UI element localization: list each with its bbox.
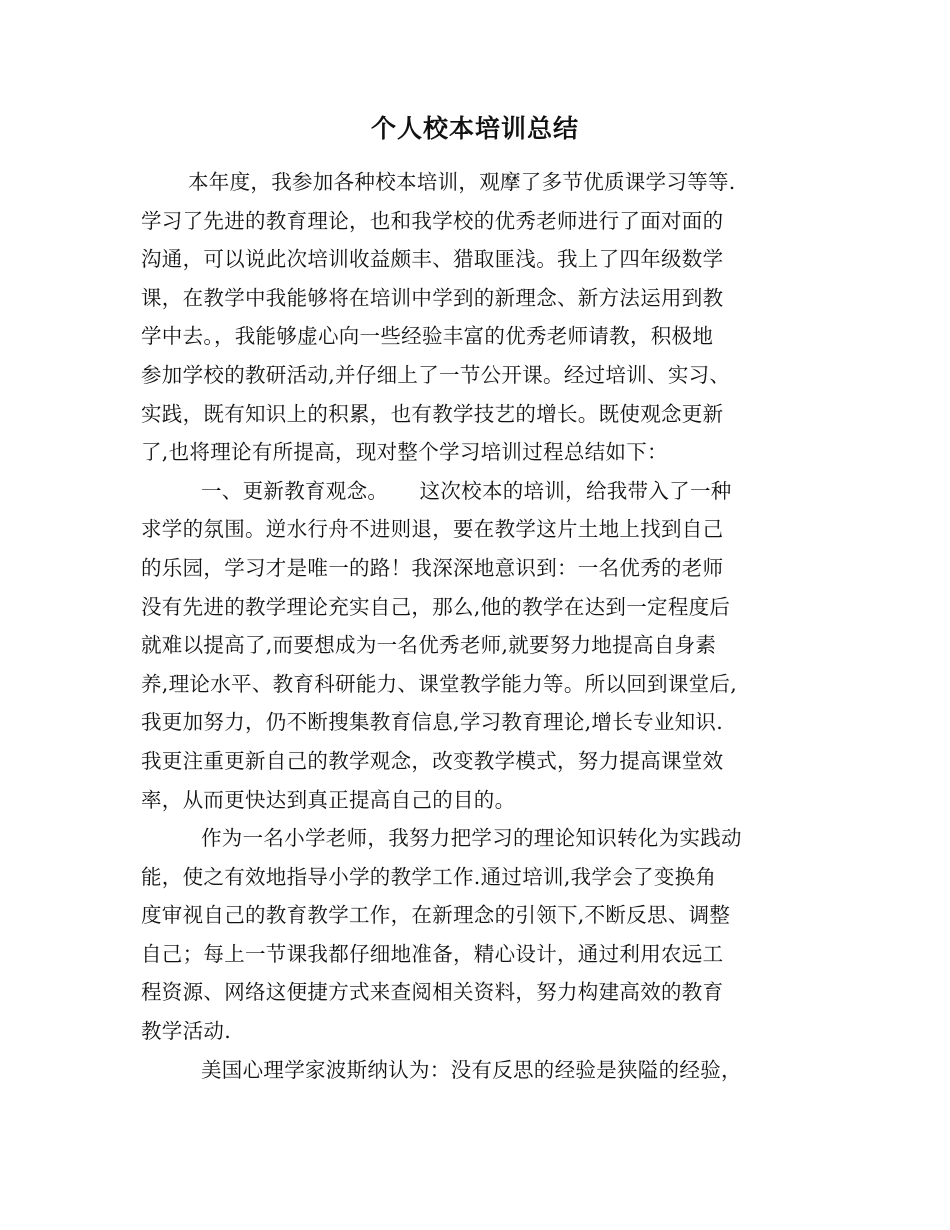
- text-line: 美国心理学家波斯纳认为：没有反思的经验是狭隘的经验，: [201, 1057, 742, 1082]
- text-line: 养,理论水平、教育科研能力、课堂教学能力等。所以回到课堂后,: [141, 671, 738, 696]
- text-line: 参加学校的教研活动,并仔细上了一节公开课。经过培训、实习、: [141, 362, 731, 387]
- text-line: 教学活动.: [141, 1019, 232, 1044]
- text-line: 了,也将理论有所提高，现对整个学习培训过程总结如下：: [141, 440, 668, 465]
- text-line: 就难以提高了,而要想成为一名优秀老师,就要努力地提高自身素: [141, 633, 717, 658]
- text-line: 沟通，可以说此次培训收益颇丰、猎取匪浅。我上了四年级数学: [141, 247, 724, 272]
- document-body: [141, 163, 806, 1089]
- text-line: 学中去。，我能够虚心向一些经验丰富的优秀老师请教，积极地: [141, 324, 714, 349]
- text-line: 率，从而更快达到真正提高自己的目的。: [141, 787, 516, 812]
- document-title: 个人校本培训总结: [370, 114, 579, 143]
- text-line: 我更加努力，仍不断搜集教育信息,学习教育理论,增长专业知识.: [141, 710, 724, 735]
- text-line: 求学的氛围。逆水行舟不进则退，要在教学这片土地上找到自己: [141, 517, 724, 542]
- text-line: 度审视自己的教育教学工作，在新理念的引领下,不断反思、调整: [141, 903, 731, 928]
- text-line: 的乐园，学习才是唯一的路！我深深地意识到：一名优秀的老师: [141, 555, 724, 580]
- text-line: 本年度，我参加各种校本培训，观摩了多节优质课学习等等.: [188, 170, 736, 194]
- text-line: 一、更新教育观念。 这次校本的培训，给我带入了一种: [201, 478, 732, 503]
- text-line: 我更注重更新自己的教学观念，改变教学模式，努力提高课堂效: [141, 748, 724, 773]
- text-line: 没有先进的教学理论充实自己，那么,他的教学在达到一定程度后: [141, 594, 731, 619]
- text-line: 课，在教学中我能够将在培训中学到的新理念、新方法运用到教: [141, 285, 724, 310]
- text-line: 自己；每上一节课我都仔细地准备，精心设计，通过利用农远工: [141, 941, 724, 966]
- text-line: 作为一名小学老师，我努力把学习的理论知识转化为实践动: [201, 826, 742, 851]
- text-line: 实践，既有知识上的积累，也有教学技艺的增长。既使观念更新: [141, 401, 724, 426]
- text-line: 学习了先进的教育理论，也和我学校的优秀老师进行了面对面的: [141, 208, 724, 233]
- text-line: 能，使之有效地指导小学的教学工作.通过培训,我学会了变换角: [141, 864, 717, 889]
- text-line: 程资源、网络这便捷方式来查阅相关资料，努力构建高效的教育: [141, 980, 724, 1005]
